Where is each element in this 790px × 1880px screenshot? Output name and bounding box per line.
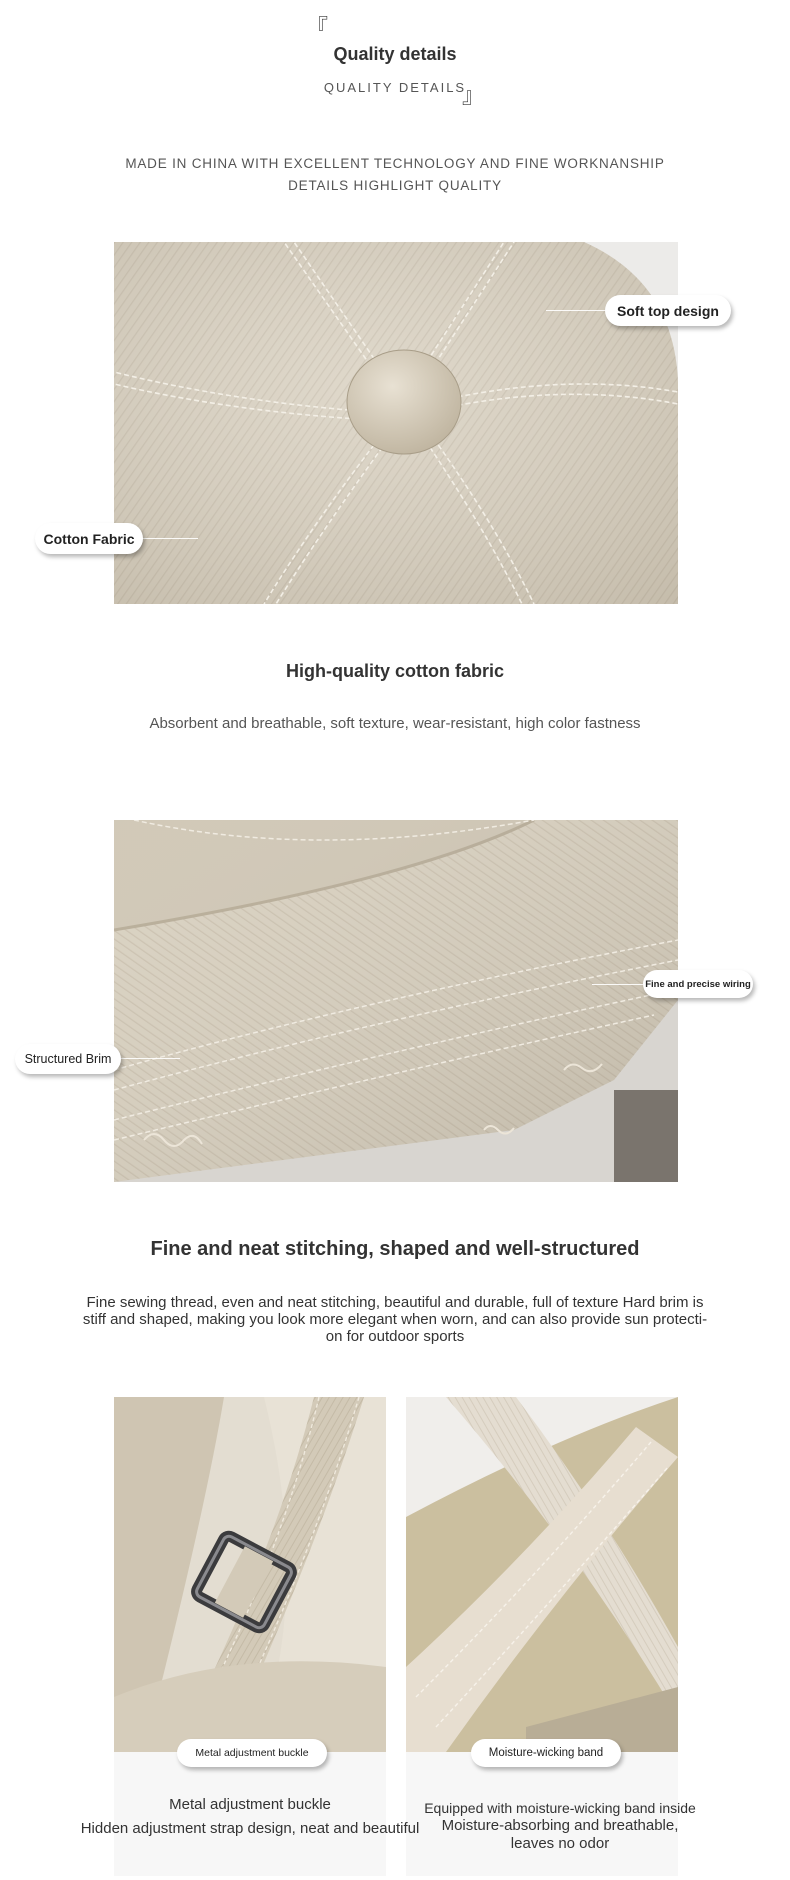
page-title: Quality details	[333, 44, 457, 64]
cap-brim-photo	[114, 820, 678, 1182]
buckle-photo	[114, 1397, 386, 1752]
label-structured-brim: Structured Brim	[15, 1044, 121, 1074]
label-fine-precise-wiring: Fine and precise wiring	[643, 970, 753, 998]
buckle-illustration	[114, 1397, 386, 1752]
section1-title: High-quality cotton fabric	[286, 661, 504, 681]
leader-line-soft-top	[546, 310, 606, 311]
bracket-close: 』	[462, 84, 485, 109]
label-soft-top-design: Soft top design	[605, 295, 731, 326]
cap-crown-photo	[114, 242, 678, 604]
leader-line-cotton	[142, 538, 198, 539]
band-caption-title: Equipped with moisture-wicking band inside	[424, 1800, 696, 1816]
section1-description: Absorbent and breathable, soft texture, wear-resistant, high color fastness	[149, 715, 641, 732]
cap-brim-illustration	[114, 820, 678, 1182]
band-caption-line-2: leaves no odor	[510, 1835, 610, 1852]
page-subtitle: QUALITY DETAILS	[323, 80, 467, 95]
section2-paragraph-line-1: Fine sewing thread, even and neat stitching, beautiful and durable, full of texture Hard brim is	[86, 1294, 704, 1311]
section2-paragraph-line-2: stiff and shaped, making you look more elegant when worn, and can also provide sun protecti-	[82, 1311, 708, 1328]
intro-line-1: MADE IN CHINA WITH EXCELLENT TECHNOLOGY AND FINE WORKNANSHIP	[125, 156, 665, 171]
band-caption-line-1: Moisture-absorbing and breathable,	[441, 1817, 679, 1834]
intro-line-2: DETAILS HIGHLIGHT QUALITY	[288, 178, 502, 193]
band-photo	[406, 1397, 678, 1752]
leader-line-brim	[120, 1058, 180, 1059]
label-metal-adjustment-buckle: Metal adjustment buckle	[177, 1739, 327, 1767]
label-cotton-fabric: Cotton Fabric	[35, 523, 143, 554]
buckle-caption-description: Hidden adjustment strap design, neat and beautiful	[80, 1820, 420, 1837]
band-illustration	[406, 1397, 678, 1752]
section2-title: Fine and neat stitching, shaped and well-structured	[150, 1238, 640, 1260]
cap-crown-illustration	[114, 242, 678, 604]
bracket-open: 『	[306, 16, 329, 41]
buckle-caption-title: Metal adjustment buckle	[169, 1796, 331, 1813]
section2-paragraph-line-3: on for outdoor sports	[325, 1328, 465, 1345]
leader-line-wiring	[592, 984, 644, 985]
label-moisture-wicking-band: Moisture-wicking band	[471, 1739, 621, 1767]
